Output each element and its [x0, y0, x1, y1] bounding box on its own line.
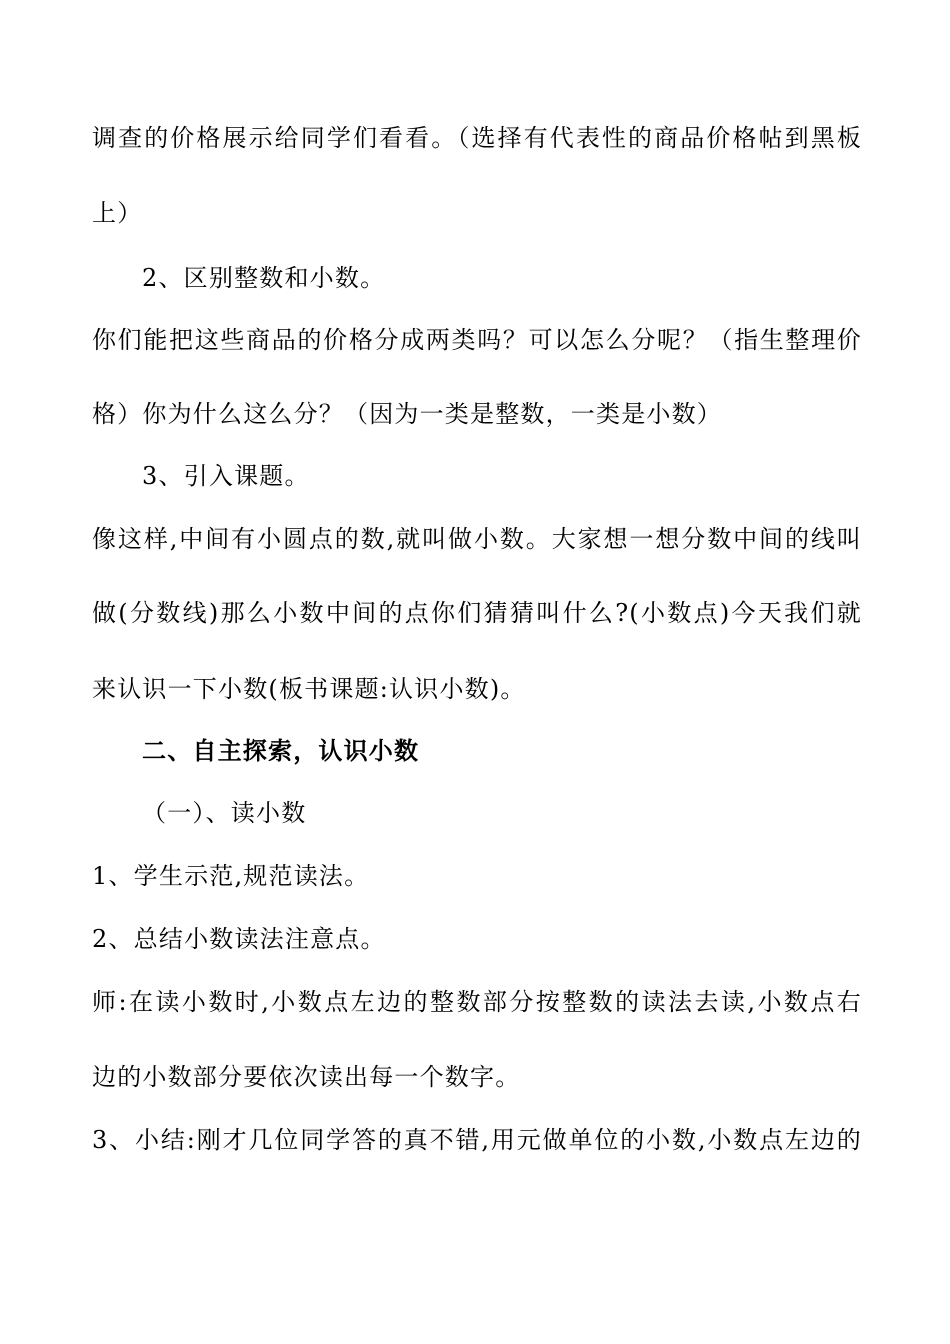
paragraph-line: 调查的价格展示给同学们看看。（选择有代表性的商品价格帖到黑板 [92, 124, 862, 152]
paragraph-line: 来认识一下小数(板书课题:认识小数)。 [92, 675, 526, 703]
paragraph-line: 格）你为什么这么分？（因为一类是整数，一类是小数） [92, 400, 722, 428]
list-item: 1、学生示范,规范读法。 [92, 862, 370, 890]
paragraph-line: 上） [92, 199, 143, 227]
subsection-heading: （一）、读小数 [142, 799, 307, 827]
section-heading: 3、引入课题。 [142, 462, 310, 490]
paragraph-line: 师:在读小数时,小数点左边的整数部分按整数的读法去读,小数点右 [92, 988, 862, 1016]
chapter-heading: 二、自主探索，认识小数 [142, 737, 420, 765]
paragraph-line: 你们能把这些商品的价格分成两类吗？可以怎么分呢？（指生整理价 [92, 326, 862, 354]
paragraph-line: 像这样,中间有小圆点的数,就叫做小数。大家想一想分数中间的线叫 [92, 525, 862, 553]
paragraph-line: 做(分数线)那么小数中间的点你们猜猜叫什么?(小数点)今天我们就 [92, 599, 862, 627]
paragraph-line: 边的小数部分要依次读出每一个数字。 [92, 1063, 521, 1091]
section-heading: 2、区别整数和小数。 [142, 264, 386, 292]
list-item: 3、小结:刚才几位同学答的真不错,用元做单位的小数,小数点左边的 [92, 1126, 862, 1154]
list-item: 2、总结小数读法注意点。 [92, 925, 386, 953]
